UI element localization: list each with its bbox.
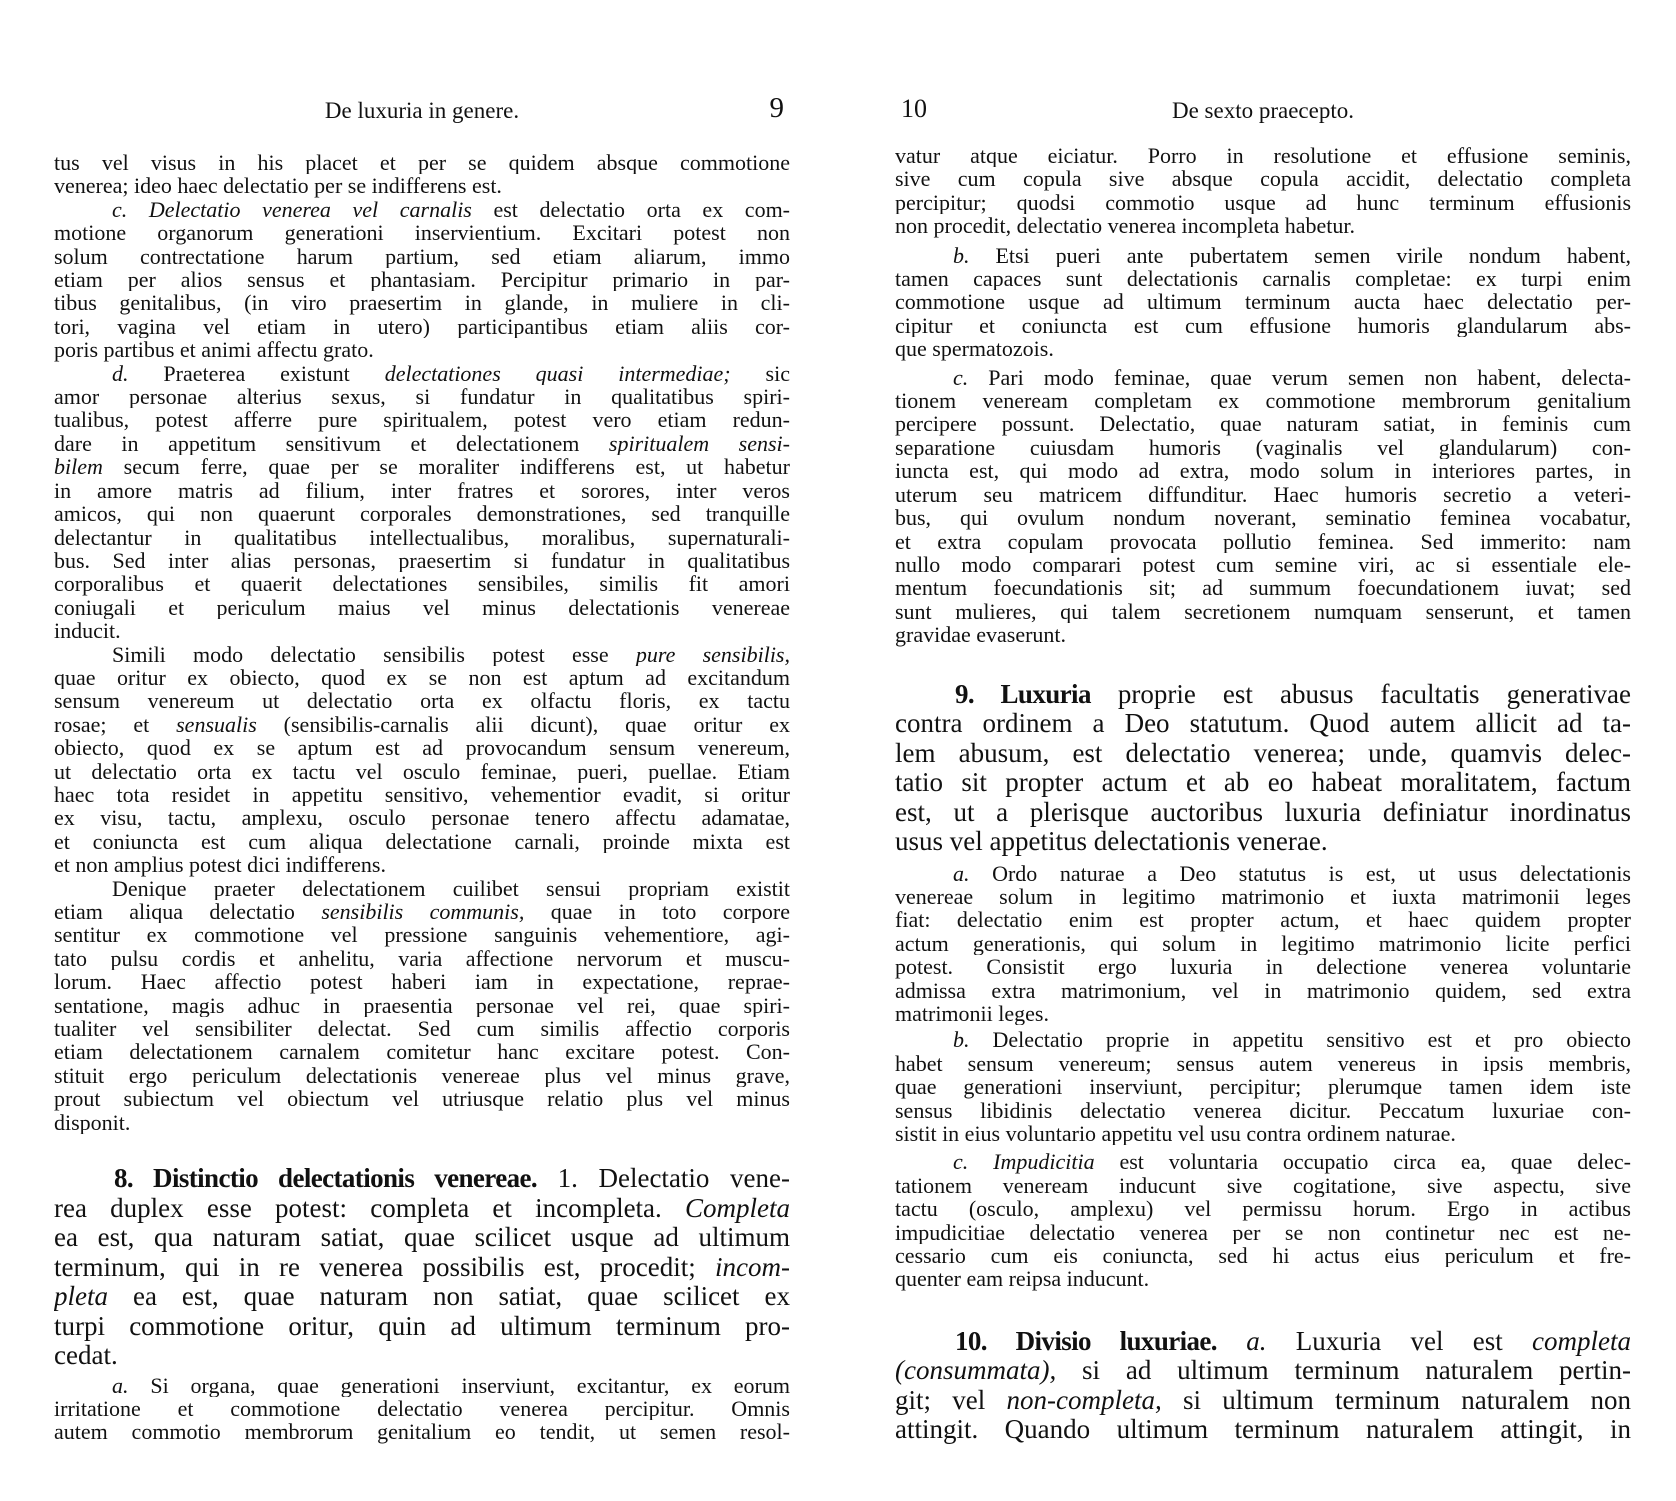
text-line xyxy=(54,923,790,946)
text-line xyxy=(54,315,790,338)
italic-text: b. xyxy=(953,243,970,268)
text-run: que spermatozois. xyxy=(895,337,1054,361)
text-run xyxy=(1217,1327,1246,1356)
running-head xyxy=(895,92,1631,128)
text-line xyxy=(895,244,1631,267)
text-line xyxy=(54,1282,790,1312)
text-line xyxy=(54,408,790,431)
text-run: impudicitiae delectatio venerea per se non continetur nec est ne- xyxy=(895,1220,1631,1245)
text-run: delectantur in qualitatibus intellectualibus, moralibus, supernaturali- xyxy=(54,525,790,549)
italic-text: completa xyxy=(1532,1326,1631,1356)
paragraph-b xyxy=(895,244,1631,361)
text-run: poris partibus et animi affectu grato. xyxy=(54,338,374,362)
text-run: Praeterea existunt xyxy=(128,361,385,386)
text-run: tibus genitalibus, (in viro praesertim in glande, in muliere in cli- xyxy=(54,291,790,315)
text-run: tualiter vel sensibiliter delectat. Sed cum similis affectio corporis xyxy=(54,1017,790,1041)
text-line xyxy=(895,798,1631,828)
italic-text: sensibilis communis, xyxy=(321,900,525,924)
text-line xyxy=(895,214,1631,237)
text-line xyxy=(895,1052,1631,1075)
paragraph-b xyxy=(895,1028,1631,1145)
text-line xyxy=(895,1221,1631,1244)
text-run: si ad ultimum terminum naturalem pertin- xyxy=(1056,1356,1631,1386)
italic-text: d. xyxy=(112,361,129,386)
text-line xyxy=(54,268,790,291)
text-line xyxy=(895,412,1631,435)
italic-text: bilem xyxy=(54,455,103,479)
text-line xyxy=(895,768,1631,798)
text-line xyxy=(54,643,790,666)
text-run: amor personae alterius sexus, si fundatur in qualitatibus spiri- xyxy=(54,385,790,409)
text-line xyxy=(54,947,790,970)
text-run: cessario cum eis coniuncta, sed hi actus eius periculum et fre- xyxy=(895,1244,1631,1268)
left-page xyxy=(54,0,790,1501)
text-run: sistit in eius voluntario appetitu vel usu contra ordinem naturae. xyxy=(895,1122,1456,1146)
text-line xyxy=(895,600,1631,623)
text-run: tori, vagina vel etiam in utero) participantibus etiam aliis cor- xyxy=(54,314,790,339)
text-line xyxy=(54,970,790,993)
paragraph xyxy=(54,151,790,198)
text-line xyxy=(895,1122,1631,1145)
text-line xyxy=(54,830,790,853)
running-head xyxy=(54,92,790,128)
text-run: sentatione, magis adhuc in praesentia personae vel rei, quae spiri- xyxy=(54,993,790,1018)
text-line xyxy=(895,885,1631,908)
text-run: rosae; et xyxy=(54,712,177,737)
text-run: et coniuncta est cum aliqua delectatione carnali, proinde mixta est xyxy=(54,829,790,854)
text-run: tus vel visus in his placet et per se quidem absque commotione xyxy=(54,151,790,175)
text-line xyxy=(54,596,790,619)
text-run: ea est, qua naturam satiat, quae scilicet usque ad ultimum xyxy=(54,1223,790,1253)
text-run: etiam per alios sensus et phantasiam. Percipitur primario in par- xyxy=(54,268,790,292)
text-run: sive cum copula sive absque copula accidit, delectatio completa xyxy=(895,167,1631,191)
paragraph xyxy=(54,877,790,1134)
text-run: et non amplius potest dici indifferens. xyxy=(54,853,386,877)
section-10 xyxy=(895,1327,1631,1445)
text-run: sunt mulieres, qui talem secretionem numquam senserunt, et tamen xyxy=(895,599,1631,624)
text-run: actum generationis, qui solum in legitimo matrimonio licite perfici xyxy=(895,931,1631,956)
text-line xyxy=(895,530,1631,553)
text-run: tactu (osculo, amplexu) vel permissu horum. Ergo in actibus xyxy=(895,1197,1631,1221)
text-run: quenter eam reipsa inducunt. xyxy=(895,1267,1150,1291)
text-run: in amore matris ad filium, inter fratres et sorores, inter veros xyxy=(54,478,790,503)
text-run: attingit. Quando ultimum terminum naturalem attingit, in xyxy=(895,1415,1631,1445)
text-line xyxy=(895,314,1631,337)
text-run: matrimonii leges. xyxy=(895,1001,1049,1026)
text-run: proprie est abusus facultatis generativae xyxy=(1090,679,1631,709)
text-run: commotione usque ad ultimum terminum aucta haec delectatio per- xyxy=(895,290,1631,314)
text-line xyxy=(895,908,1631,931)
section-heading: 9. Luxuria xyxy=(955,679,1091,709)
text-body xyxy=(895,144,1631,1445)
paragraph-c xyxy=(895,366,1631,647)
text-run: Luxuria vel est xyxy=(1266,1326,1533,1356)
text-run: Ordo naturae a Deo statutus is est, ut usus delectationis xyxy=(969,861,1631,885)
text-run: admissa extra matrimonium, vel in matrimonio quidem, sed extra xyxy=(895,978,1631,1002)
text-run: venereae solum in legitimo matrimonio et iuxta matrimonii leges xyxy=(895,884,1631,909)
text-line xyxy=(54,1164,790,1194)
text-line xyxy=(895,290,1631,313)
italic-text: delectationes quasi intermediae; xyxy=(384,361,731,386)
text-line xyxy=(895,459,1631,482)
text-run: sic xyxy=(730,361,790,386)
text-run: corporalibus et quaerit delectationes sensibiles, similis fit amori xyxy=(54,572,790,596)
text-run: sensum venereum ut delectatio orta ex olfactu floris, ex tactu xyxy=(54,689,790,713)
text-run: ea est, quae naturam non satiat, quae scilicet ex xyxy=(108,1282,790,1312)
italic-text: incom- xyxy=(715,1252,790,1282)
text-line xyxy=(895,1356,1631,1386)
text-line xyxy=(54,151,790,174)
text-run: est delectatio orta ex com- xyxy=(471,197,790,222)
text-run: sentitur ex commotione vel pressione sanguinis vehementiore, agi- xyxy=(54,923,790,947)
text-line xyxy=(54,502,790,525)
right-page xyxy=(895,0,1631,1501)
text-run: cedat. xyxy=(54,1341,118,1371)
text-run: git; vel xyxy=(895,1385,1007,1415)
text-line xyxy=(54,736,790,759)
paragraph-a xyxy=(895,862,1631,1026)
text-line xyxy=(54,479,790,502)
text-line xyxy=(895,1244,1631,1267)
text-run: percipitur; quodsi commotio usque ad hunc terminum effusionis xyxy=(895,190,1631,215)
text-run: secum ferre, quae per se moraliter indifferens est, ut habetur xyxy=(102,455,790,479)
text-run: nullo modo comparari potest cum semine viri, ac si essentiale ele- xyxy=(895,552,1631,577)
paragraph-a xyxy=(54,1374,790,1444)
text-line xyxy=(895,1197,1631,1220)
text-run: stituit ergo periculum delectationis venereae plus vel minus grave, xyxy=(54,1063,790,1088)
text-run: terminum, qui in re venerea possibilis est, procedit; xyxy=(54,1252,716,1282)
text-run: motione organorum generationi inservientium. Excitari potest non xyxy=(54,221,790,245)
text-run: rea duplex esse potest: completa et incompleta. xyxy=(54,1193,685,1223)
text-run: Delectatio proprie in appetitu sensitivo est et pro obiecto xyxy=(969,1028,1631,1052)
text-line xyxy=(895,389,1631,412)
paragraph xyxy=(895,144,1631,238)
text-line xyxy=(54,713,790,736)
text-run: uterum seu matricem diffunditur. Haec humoris secretio a veteri- xyxy=(895,482,1631,507)
section-8 xyxy=(54,1164,790,1371)
text-line xyxy=(54,783,790,806)
text-run: tato pulsu cordis et anhelitu, varia affectione nervorum et muscu- xyxy=(54,946,790,971)
italic-text: a. xyxy=(953,861,970,885)
text-run: iuncta est, qui modo ad extra, modo solum in interiores partes, in xyxy=(895,459,1631,483)
italic-text: c. Impudicitia xyxy=(953,1150,1095,1174)
text-line xyxy=(54,526,790,549)
text-run: tatio sit propter actum et ab eo habeat moralitatem, factum xyxy=(895,768,1631,798)
text-line xyxy=(54,572,790,595)
text-run: lorum. Haec affectio potest haberi iam in expectatione, reprae- xyxy=(54,970,790,994)
text-line xyxy=(54,1253,790,1283)
text-line xyxy=(895,167,1631,190)
text-line xyxy=(54,1017,790,1040)
text-run: bus, qui ovulum nondum noverant, seminatio feminea vocabatur, xyxy=(895,506,1631,530)
text-run: tionem veneream completam ex commotione membrorum genitalium xyxy=(895,389,1631,413)
section-9 xyxy=(895,680,1631,857)
text-line xyxy=(895,1386,1631,1416)
paragraph-d xyxy=(54,362,790,643)
text-line xyxy=(54,1111,790,1134)
text-line xyxy=(895,576,1631,599)
italic-text: Completa xyxy=(685,1193,790,1223)
text-line xyxy=(895,680,1631,710)
text-run: vatur atque eiciatur. Porro in resolutione et effusione seminis, xyxy=(895,144,1631,168)
italic-text: non-completa, xyxy=(1006,1385,1162,1415)
text-run: (sensibilis-carnalis alii dicunt), quae oritur ex xyxy=(256,712,790,737)
text-run: haec tota residet in appetitu sensitivo, vehementior evadit, si oritur xyxy=(54,782,790,807)
text-line xyxy=(54,1374,790,1397)
text-run: tationem veneream inducunt sive cogitatione, sive aspectu, sive xyxy=(895,1173,1631,1198)
section-heading: 8. Distinctio delectationis venereae. xyxy=(114,1164,538,1194)
italic-text: b. xyxy=(953,1028,970,1052)
text-run: separatione cuiusdam humoris (vaginalis vel glandularum) con- xyxy=(895,435,1631,460)
text-line xyxy=(54,877,790,900)
text-line xyxy=(895,506,1631,529)
italic-text: pleta xyxy=(54,1282,108,1312)
text-run: quae in toto corpore xyxy=(524,900,790,924)
text-run: 1. Delectatio vene- xyxy=(537,1164,790,1194)
text-run: contra ordinem a Deo statutum. Quod autem allicit ad ta- xyxy=(895,709,1631,739)
text-line xyxy=(895,623,1631,646)
text-line xyxy=(54,432,790,455)
paragraph-c xyxy=(895,1150,1631,1290)
text-line xyxy=(54,362,790,385)
text-run: ut delectatio orta ex tactu vel osculo feminae, pueri, puellae. Etiam xyxy=(54,759,790,783)
text-run: coniugali et periculum maius vel minus delectationis venereae xyxy=(54,595,790,620)
text-run: dare in appetitum sensitivum et delectationem xyxy=(54,431,609,456)
text-line xyxy=(895,366,1631,389)
text-line xyxy=(895,979,1631,1002)
text-line xyxy=(895,1267,1631,1290)
text-line xyxy=(54,760,790,783)
text-line xyxy=(895,436,1631,459)
text-line xyxy=(54,1194,790,1224)
text-line xyxy=(54,245,790,268)
text-run: tamen capaces sunt delectationis carnalis completae: ex turpi enim xyxy=(895,267,1631,291)
text-line xyxy=(54,1040,790,1063)
text-run: Etsi pueri ante pubertatem semen virile nondum habent, xyxy=(969,243,1631,268)
italic-text: pure sensibilis, xyxy=(635,642,790,666)
text-run: fiat: delectatio enim est propter actum, et haec quidem propter xyxy=(895,908,1631,932)
section-heading: 10. Divisio luxuriae. xyxy=(955,1326,1217,1356)
italic-text: c. Delectatio venerea vel carnalis xyxy=(112,197,472,222)
text-line xyxy=(54,619,790,642)
text-line xyxy=(895,483,1631,506)
running-title: De luxuria in genere. xyxy=(324,98,520,123)
text-run: amicos, qui non quaerunt corporales demonstrationes, sed tranquille xyxy=(54,502,790,526)
italic-text: c. xyxy=(953,365,969,390)
page-number: 10 xyxy=(901,94,927,123)
text-run: Pari modo feminae, quae verum semen non habent, delecta- xyxy=(968,365,1631,390)
text-line xyxy=(54,1341,790,1371)
text-run: quae generationi inserviunt, percipitur; plerumque tamen idem iste xyxy=(895,1075,1631,1099)
text-run: tualibus, potest afferre pure spiritualem, potest vero etiam redun- xyxy=(54,408,790,432)
text-line xyxy=(54,1420,790,1443)
text-run: venerea; ideo haec delectatio per se indifferens est. xyxy=(54,174,502,198)
text-line xyxy=(54,994,790,1017)
text-run: gravidae evaserunt. xyxy=(895,623,1067,647)
text-line xyxy=(895,1028,1631,1051)
page-number: 9 xyxy=(769,92,784,124)
text-line xyxy=(895,144,1631,167)
text-line xyxy=(895,553,1631,576)
text-line xyxy=(895,1174,1631,1197)
italic-text: sensualis xyxy=(176,712,257,737)
text-body xyxy=(54,151,790,1444)
text-line xyxy=(54,1087,790,1110)
text-line xyxy=(54,455,790,478)
text-line xyxy=(54,1397,790,1420)
text-line xyxy=(54,385,790,408)
text-run: Denique praeter delectationem cuilibet sensui propriam existit xyxy=(112,876,790,900)
text-line xyxy=(54,338,790,361)
text-run: percipere possunt. Delectatio, quae naturam satiat, in feminis cum xyxy=(895,412,1631,436)
italic-text: (consummata), xyxy=(895,1356,1057,1386)
text-line xyxy=(895,1099,1631,1122)
text-run: quae oritur ex obiecto, quod ex se non est aptum ad excitandum xyxy=(54,665,790,690)
text-run: prout subiectum vel obiectum vel utriusque relatio plus vel minus xyxy=(54,1087,790,1111)
text-run: turpi commotione oritur, quin ad ultimum terminum pro- xyxy=(54,1311,790,1341)
text-line xyxy=(54,549,790,572)
text-run: potest. Consistit ergo luxuria in delectione venerea voluntarie xyxy=(895,955,1631,979)
text-run: Si organa, quae generationi inserviunt, excitantur, ex eorum xyxy=(128,1373,790,1397)
text-run: sensus libidinis delectatio venerea dicitur. Peccatum luxuriae con- xyxy=(895,1098,1631,1122)
text-line xyxy=(895,739,1631,769)
text-line xyxy=(895,337,1631,360)
text-run: usus vel appetitus delectationis venerae. xyxy=(895,827,1328,857)
text-run: lem abusum, est delectatio venerea; unde, quamvis delec- xyxy=(895,738,1631,768)
text-run: autem commotio membrorum genitalium eo tendit, ut semen resol- xyxy=(54,1420,790,1444)
text-line xyxy=(895,191,1631,214)
text-run: est, ut a plerisque auctoribus luxuria definiatur inordinatus xyxy=(895,797,1631,827)
text-run: est voluntaria occupatio circa ea, quae delec- xyxy=(1094,1150,1631,1174)
text-line xyxy=(54,900,790,923)
text-line xyxy=(54,198,790,221)
text-line xyxy=(895,932,1631,955)
italic-text: spiritualem sensi- xyxy=(608,431,790,456)
text-line xyxy=(54,1312,790,1342)
text-line xyxy=(895,267,1631,290)
text-run: irritatione et commotione delectatio venerea percipitur. Omnis xyxy=(54,1396,790,1421)
text-line xyxy=(54,291,790,314)
text-line xyxy=(54,1064,790,1087)
text-line xyxy=(54,666,790,689)
text-line xyxy=(54,853,790,876)
text-run: bus. Sed inter alias personas, praesertim si fundatur in qualitatibus xyxy=(54,548,790,573)
text-line xyxy=(54,806,790,829)
italic-text: a. xyxy=(112,1373,129,1397)
text-line xyxy=(54,1223,790,1253)
paragraph-c xyxy=(54,198,790,362)
text-run: si ultimum terminum naturalem non xyxy=(1161,1385,1631,1415)
text-run: disponit. xyxy=(54,1110,131,1135)
text-run: et extra copulam provocata pollutio feminea. Sed immerito: nam xyxy=(895,529,1631,553)
text-run: non procedit, delectatio venerea incompleta habetur. xyxy=(895,214,1355,238)
text-run: solum contrectatione harum partium, sed etiam aliarum, immo xyxy=(54,244,790,269)
running-title: De sexto praecepto. xyxy=(1171,98,1354,123)
text-run: mentum foecundationis sit; ad summum foecundationem iuvat; sed xyxy=(895,576,1631,600)
text-run: obiecto, quod ex se aptum est ad provocandum sensum venereum, xyxy=(54,736,790,760)
text-run: etiam delectationem carnalem comitetur hanc excitare potest. Con- xyxy=(54,1040,790,1064)
text-run: inducit. xyxy=(54,619,121,643)
text-run: cipitur et coniuncta est cum effusione humoris glandularum abs- xyxy=(895,313,1631,338)
text-run: ex visu, tactu, amplexu, osculo personae tenero affectu adamatae, xyxy=(54,806,790,830)
text-line xyxy=(895,862,1631,885)
text-line xyxy=(895,1415,1631,1445)
text-run: etiam aliqua delectatio xyxy=(54,900,322,924)
text-line xyxy=(54,174,790,197)
text-line xyxy=(895,709,1631,739)
text-line xyxy=(895,1150,1631,1173)
text-line xyxy=(895,827,1631,857)
text-run: Simili modo delectatio sensibilis potest esse xyxy=(112,642,636,666)
text-line xyxy=(895,1327,1631,1357)
text-line xyxy=(54,689,790,712)
text-run: habet sensum venereum; sensus autem venereus in ipsis membris, xyxy=(895,1051,1631,1076)
text-line xyxy=(54,221,790,244)
text-line xyxy=(895,1075,1631,1098)
italic-text: a. xyxy=(1246,1326,1267,1356)
paragraph xyxy=(54,643,790,877)
text-line xyxy=(895,1002,1631,1025)
text-line xyxy=(895,955,1631,978)
